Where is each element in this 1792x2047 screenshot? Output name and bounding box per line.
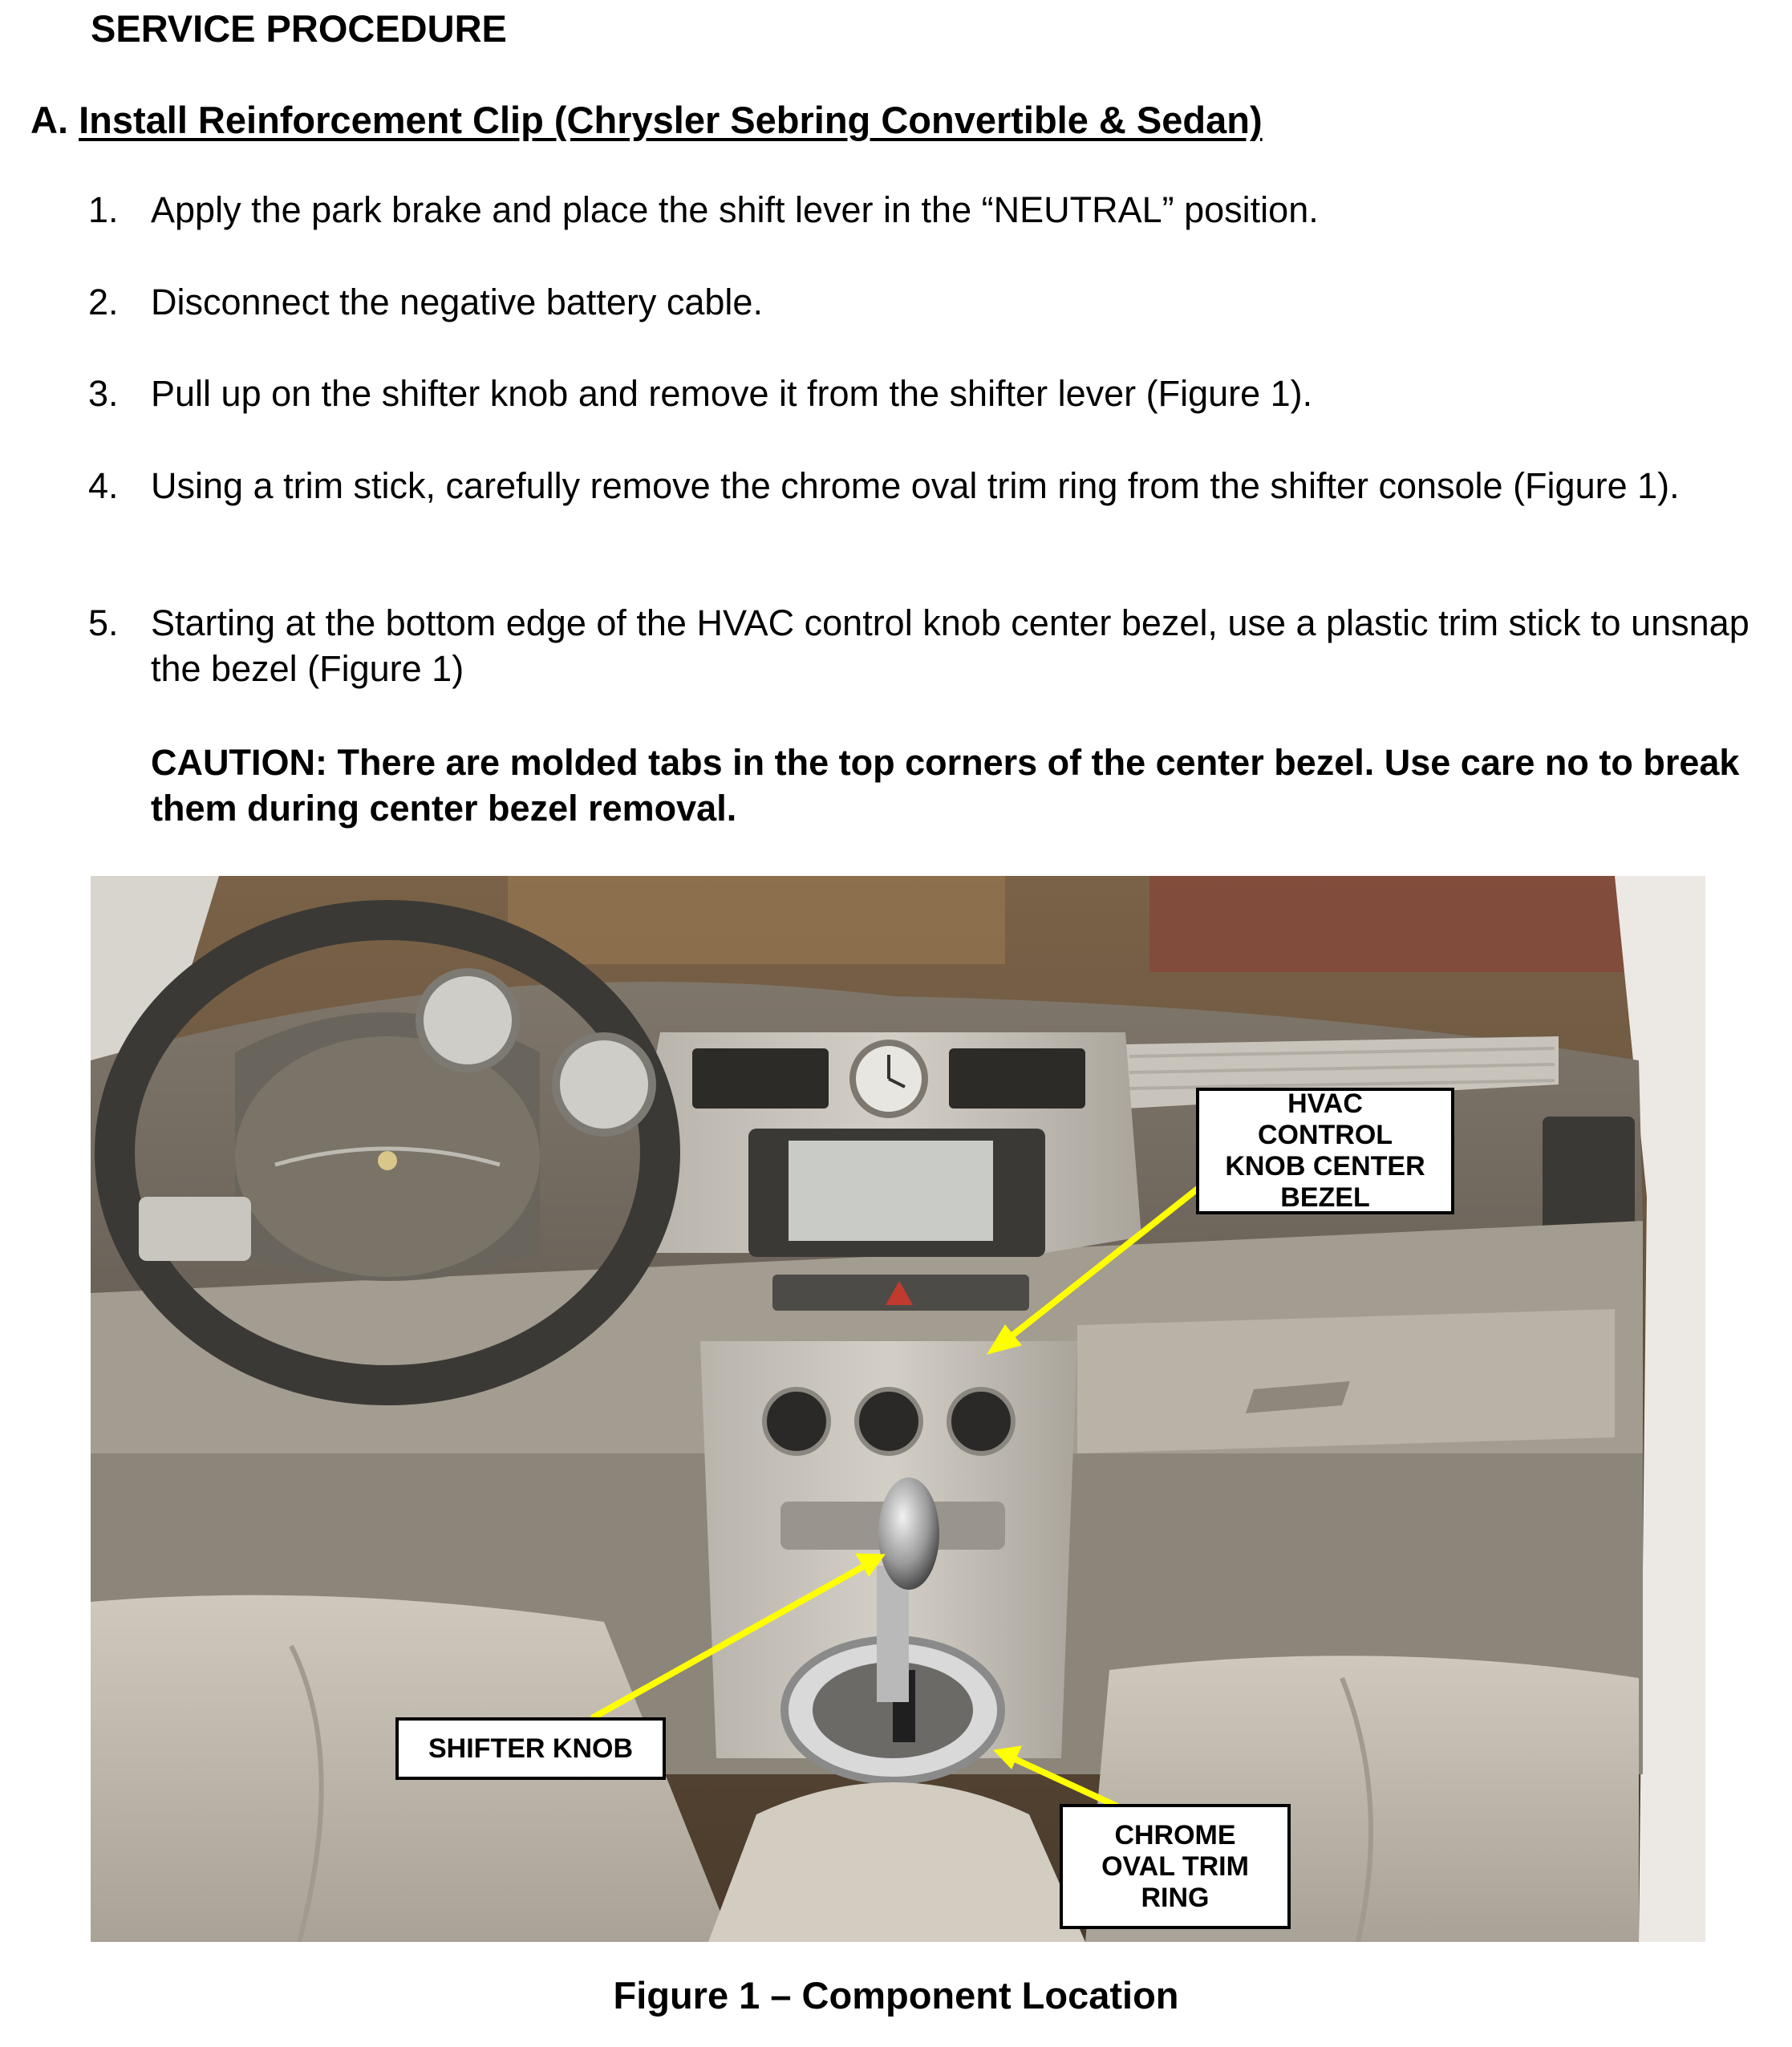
step-number: 5. bbox=[88, 602, 119, 643]
callout-line: HVAC bbox=[1287, 1088, 1363, 1119]
step-number: 4. bbox=[88, 465, 119, 506]
callout-line: KNOB CENTER bbox=[1225, 1151, 1425, 1182]
step-5 bbox=[88, 600, 1757, 691]
shifter-knob bbox=[878, 1477, 939, 1590]
dashboard-illustration bbox=[91, 876, 1705, 1942]
step-text: Apply the park brake and place the shift lever in the “NEUTRAL” position. bbox=[151, 189, 1319, 230]
hvac-knob-center bbox=[857, 1389, 921, 1453]
callout-line: CONTROL bbox=[1257, 1120, 1393, 1150]
step-3 bbox=[88, 371, 1757, 416]
figure-photo bbox=[91, 876, 1705, 1942]
step-2 bbox=[88, 279, 1757, 325]
callout-line: SHIFTER KNOB bbox=[428, 1733, 633, 1764]
step-number: 1. bbox=[88, 189, 119, 230]
section-heading bbox=[30, 98, 1263, 143]
step-text: Starting at the bottom edge of the HVAC control knob center bezel, use a plastic trim stick to unsnap the bezel (Figure 1) bbox=[151, 602, 1749, 689]
step-number: 3. bbox=[88, 373, 119, 414]
step-text: Pull up on the shifter knob and remove it from the shifter lever (Figure 1). bbox=[151, 373, 1313, 414]
callout-line: BEZEL bbox=[1280, 1182, 1370, 1213]
step-1 bbox=[88, 187, 1757, 233]
callout-hvac-bezel bbox=[1196, 1088, 1454, 1214]
hvac-knob-left bbox=[764, 1389, 829, 1453]
step-text: Disconnect the negative battery cable. bbox=[151, 282, 763, 322]
callout-shifter-knob bbox=[395, 1717, 666, 1780]
page-heading: SERVICE PROCEDURE bbox=[91, 7, 507, 50]
callout-line: OVAL TRIM bbox=[1101, 1850, 1249, 1882]
hvac-knob-right bbox=[949, 1389, 1013, 1453]
step-text: Using a trim stick, carefully remove the chrome oval trim ring from the shifter console (Figure 1). bbox=[151, 465, 1680, 506]
step-4 bbox=[88, 463, 1757, 509]
callout-line: CHROME bbox=[1114, 1819, 1236, 1850]
section-title: Install Reinforcement Clip (Chrysler Sebring Convertible & Sedan) bbox=[79, 99, 1263, 141]
step-number: 2. bbox=[88, 282, 119, 322]
callout-line: RING bbox=[1141, 1882, 1210, 1913]
callout-chrome-trim-ring bbox=[1060, 1804, 1291, 1929]
section-prefix: A. bbox=[30, 99, 68, 141]
caution-note: CAUTION: There are molded tabs in the top corners of the center bezel. Use care no to break them during center bezel removal. bbox=[151, 742, 1740, 829]
figure-caption: Figure 1 – Component Location bbox=[613, 1974, 1179, 2017]
